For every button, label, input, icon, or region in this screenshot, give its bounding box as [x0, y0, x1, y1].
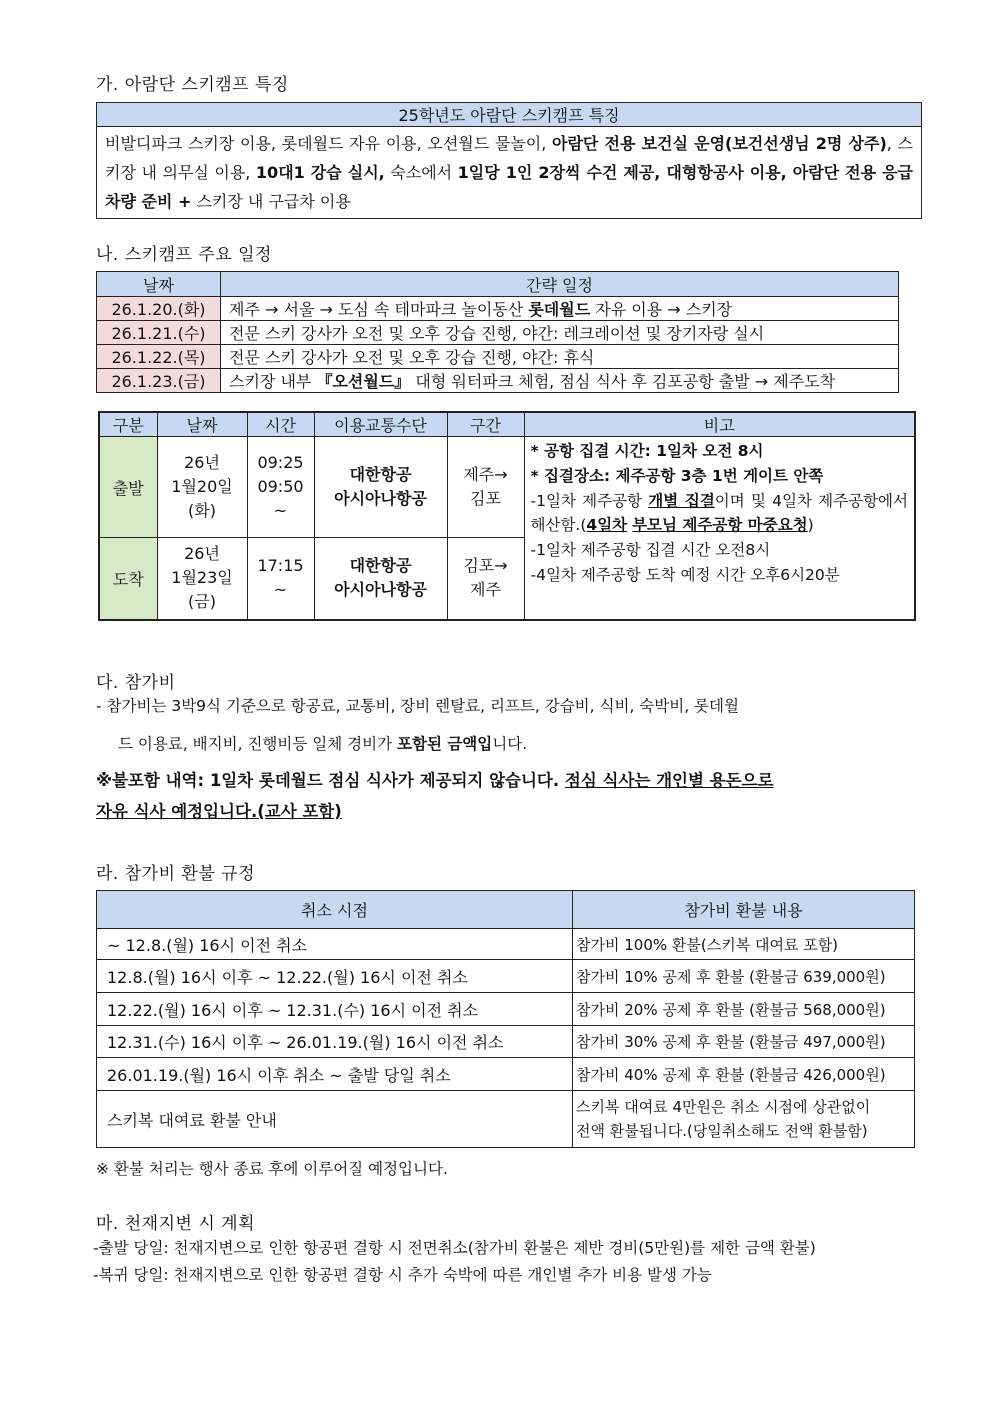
disaster-return: -복귀 당일: 천재지변으로 인한 항공편 결항 시 추가 숙박에 따른 개인별 추가 비용 발생 가능 — [93, 1266, 712, 1284]
refund-when: 12.8.(월) 16시 이후 ~ 12.22.(월) 16시 이전 취소 — [97, 960, 573, 993]
features-body: 비발디파크 스키장 이용, 롯데월드 자유 이용, 오션월드 물놀이, 아람단 전용 보건실 운영(보건선생님 2명 상주), 스키장 내 의무실 이용, 10대1 강습 실시, 숙소에서 1일당 1인 2장씩 수건 제공, 대형항공사 이용, 아람단 전용 응급 차량 준비 + 스키장 내 구급차 이용 — [97, 127, 922, 219]
features-table-title: 25학년도 아람단 스키캠프 특징 — [97, 103, 922, 127]
section-ma-heading: 마. 천재지변 시 계획 — [96, 1214, 255, 1234]
flight-header: 날짜 — [157, 412, 247, 437]
refund-content: 참가비 100% 환불(스키복 대여료 포함) — [573, 929, 915, 960]
refund-when: 26.01.19.(월) 16시 이후 취소 ~ 출발 당일 취소 — [97, 1058, 573, 1091]
flight-notes: * 공항 집결 시간: 1일차 오전 8시 * 집결장소: 제주공항 3층 1번 게이트 안쪽 -1일차 제주공항 개별 집결이며 및 4일차 제주공항에서 해산함.(4일차 부모님 제주공항 마중요청) -1일차 제주공항 집결 시간 오전8시 -4일차 제주공항 도착 예정 시간 오후6시20분 — [524, 437, 915, 620]
flight-airline: 대한항공 아시아나항공 — [314, 437, 447, 538]
flight-time: 09:25 09:50 ~ — [247, 437, 314, 538]
schedule-detail: 전문 스키 강사가 오전 및 오후 강습 진행, 야간: 레크레이션 및 장기자랑 실시 — [221, 321, 899, 345]
schedule-detail: 스키장 내부 『오션월드』 대형 워터파크 체험, 점심 식사 후 김포공항 출발 → 제주도착 — [221, 369, 899, 393]
flight-header: 시간 — [247, 412, 314, 437]
fee-exclusion-note: ※불포함 내역: 1일차 롯데월드 점심 식사가 제공되지 않습니다. 점심 식사는 개인별 용돈으로 자유 식사 예정입니다.(교사 포함) — [96, 771, 774, 821]
fee-description: - 참가비는 3박9식 기준으로 항공료, 교통비, 장비 렌탈료, 리프트, 강습비, 식비, 숙박비, 롯데월 드 이용료, 배지비, 진행비등 일체 경비가 포함된 금액입니다. — [96, 697, 739, 753]
section-da-heading: 다. 참가비 — [96, 673, 176, 693]
schedule-date: 26.1.23.(금) — [97, 369, 221, 393]
schedule-table — [96, 271, 899, 393]
refund-header-when: 취소 시점 — [97, 891, 573, 929]
refund-when: ~ 12.8.(월) 16시 이전 취소 — [97, 929, 573, 960]
schedule-date: 26.1.21.(수) — [97, 321, 221, 345]
flight-header: 구분 — [99, 412, 157, 437]
skiwear-refund-content: 스키복 대여료 4만원은 취소 시점에 상관없이 전액 환불됩니다.(당일취소해도 전액 환불함) — [573, 1091, 915, 1148]
refund-when: 12.22.(월) 16시 이후 ~ 12.31.(수) 16시 이전 취소 — [97, 993, 573, 1026]
flight-route: 제주→ 김포 — [447, 437, 524, 538]
refund-when: 12.31.(수) 16시 이후 ~ 26.01.19.(월) 16시 이전 취소 — [97, 1026, 573, 1058]
schedule-detail: 전문 스키 강사가 오전 및 오후 강습 진행, 야간: 휴식 — [221, 345, 899, 369]
flight-header: 비고 — [524, 412, 915, 437]
flight-airline: 대한항공 아시아나항공 — [314, 538, 447, 620]
refund-content: 참가비 20% 공제 후 환불 (환불금 568,000원) — [573, 993, 915, 1026]
disaster-plan — [93, 1235, 923, 1289]
section-ra-heading: 라. 참가비 환불 규정 — [96, 864, 255, 884]
refund-content: 참가비 10% 공제 후 환불 (환불금 639,000원) — [573, 960, 915, 993]
flight-time: 17:15 ~ — [247, 538, 314, 620]
schedule-detail: 제주 → 서울 → 도심 속 테마파크 놀이동산 롯데월드 자유 이용 → 스키장 — [221, 297, 899, 321]
schedule-header-summary: 간략 일정 — [221, 272, 899, 297]
flight-header: 구간 — [447, 412, 524, 437]
schedule-date: 26.1.20.(화) — [97, 297, 221, 321]
flight-header: 이용교통수단 — [314, 412, 447, 437]
refund-table — [96, 890, 915, 1148]
refund-content: 참가비 40% 공제 후 환불 (환불금 426,000원) — [573, 1058, 915, 1091]
flight-date: 26년 1월23일 (금) — [157, 538, 247, 620]
schedule-date: 26.1.22.(목) — [97, 345, 221, 369]
refund-footnote: ※ 환불 처리는 행사 종료 후에 이루어질 예정입니다. — [96, 1160, 448, 1178]
section-ga-heading: 가. 아람단 스키캠프 특징 — [96, 75, 289, 95]
schedule-header-date: 날짜 — [97, 272, 221, 297]
flight-route: 김포→ 제주 — [447, 538, 524, 620]
section-na-heading: 나. 스키캠프 주요 일정 — [96, 245, 272, 265]
disaster-departure: -출발 당일: 천재지변으로 인한 항공편 결항 시 전면취소(참가비 환불은 제반 경비(5만원)를 제한 금액 환불) — [93, 1239, 816, 1257]
skiwear-refund-label: 스키복 대여료 환불 안내 — [97, 1091, 573, 1148]
flight-date: 26년 1월20일 (화) — [157, 437, 247, 538]
flight-table — [98, 411, 916, 621]
features-table — [96, 102, 922, 219]
flight-type: 도착 — [99, 538, 157, 620]
refund-header-content: 참가비 환불 내용 — [573, 891, 915, 929]
refund-content: 참가비 30% 공제 후 환불 (환불금 497,000원) — [573, 1026, 915, 1058]
flight-type: 출발 — [99, 437, 157, 538]
